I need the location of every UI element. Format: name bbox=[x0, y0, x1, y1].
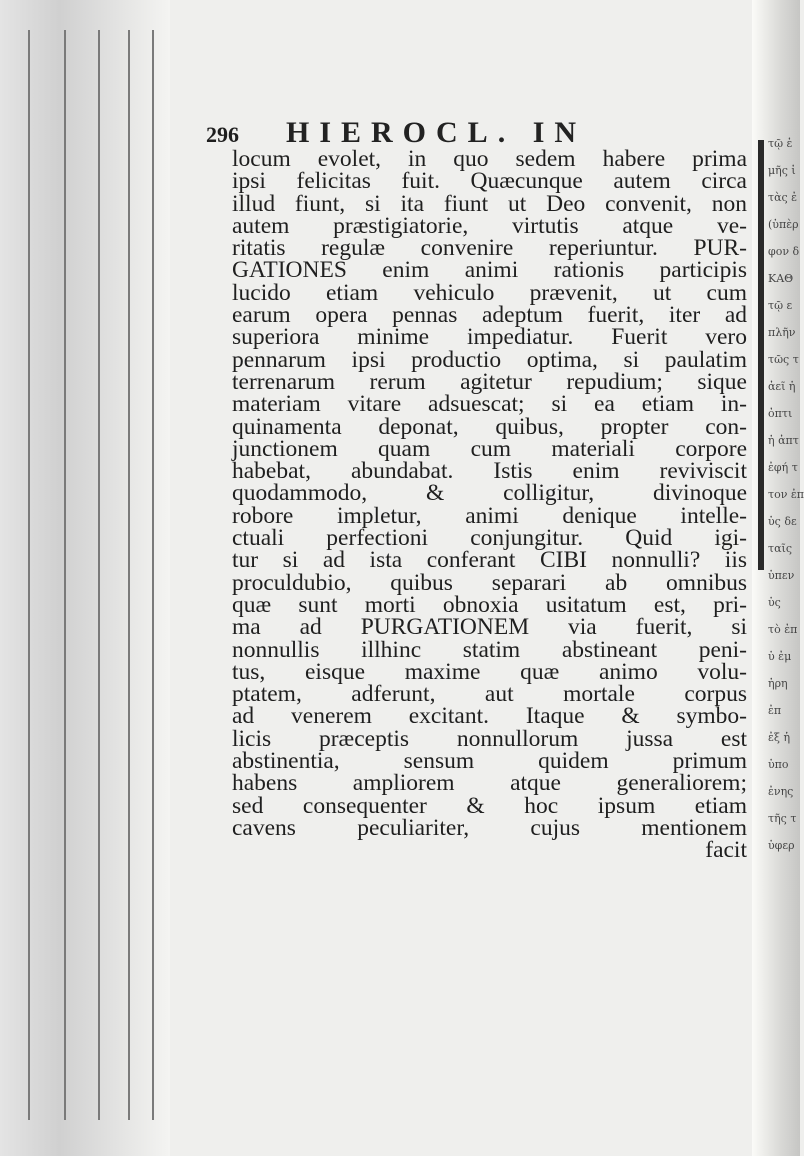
text-line: licis præceptis nonnullorum jussa est bbox=[232, 725, 747, 752]
facing-page-fragment: ὑπο bbox=[768, 758, 789, 771]
text-line: abstinentia, sensum quidem primum bbox=[232, 748, 747, 775]
text-line: illud fiunt, si ita fiunt ut Deo convenit, non bbox=[232, 190, 747, 217]
facing-page-fragment: τῷ ἑ bbox=[768, 137, 793, 150]
facing-page-fragment: ὑφερ bbox=[768, 839, 795, 852]
gutter-rule bbox=[64, 30, 66, 1120]
text-line: ctuali perfectioni conjungitur. Quid igi- bbox=[232, 525, 747, 552]
facing-page-fragment: ταῖς bbox=[768, 542, 792, 555]
facing-page-fragment: ΚΑΘ bbox=[768, 272, 794, 285]
facing-page-fragment: ὑπεν bbox=[768, 569, 795, 582]
text-line: ptatem, adferunt, aut mortale corpus bbox=[232, 681, 747, 708]
facing-page-fragment: τον ἐπ bbox=[768, 488, 804, 501]
text-line: facit bbox=[705, 837, 747, 864]
text-line: locum evolet, in quo sedem habere prima bbox=[232, 146, 747, 172]
text-line: robore impletur, animi denique intelle- bbox=[232, 502, 747, 529]
text-line: ad venerem excitant. Itaque & symbo- bbox=[232, 703, 747, 730]
text-line: quæ sunt morti obnoxia usitatum est, pri- bbox=[232, 591, 747, 618]
text-line: superiora minime impediatur. Fuerit vero bbox=[232, 324, 747, 351]
text-line: ipsi felicitas fuit. Quæcunque autem circa bbox=[232, 168, 747, 195]
facing-page-fragment: τὰς ἐ bbox=[768, 191, 798, 204]
facing-page-fragment: τῶς τ bbox=[768, 353, 799, 366]
page-edge-shadow bbox=[758, 140, 764, 570]
text-line: lucido etiam vehiculo prævenit, ut cum bbox=[232, 279, 747, 306]
text-line: autem præstigiatorie, virtutis atque ve- bbox=[232, 212, 747, 239]
text-line: proculdubio, quibus separari ab omnibus bbox=[232, 569, 747, 596]
text-line: pennarum ipsi productio optima, si paulatim bbox=[232, 346, 747, 373]
text-line: sed consequenter & hoc ipsum etiam bbox=[232, 792, 747, 819]
facing-page-fragment: ὑς bbox=[768, 596, 781, 609]
text-line: nonnullis illhinc statim abstineant peni- bbox=[232, 636, 747, 663]
text-line: quodammodo, & colligitur, divinoque bbox=[232, 480, 747, 507]
facing-page-fragment: φον δ bbox=[768, 245, 800, 258]
facing-page-fragment: πλῆν bbox=[768, 326, 796, 339]
running-head: HIEROCL. IN bbox=[286, 116, 587, 149]
facing-page-fragment: τῷ ε bbox=[768, 299, 793, 312]
facing-page-fragment: τῆς τ bbox=[768, 812, 797, 825]
facing-page-fragment: τὸ ἐπ bbox=[768, 623, 798, 636]
gutter-rule bbox=[128, 30, 130, 1120]
text-line: materiam vitare adsuescat; si ea etiam in- bbox=[232, 391, 747, 418]
text-line: ritatis regulæ convenire reperiuntur. PUR- bbox=[232, 235, 747, 262]
text-line: earum opera pennas adeptum fuerit, iter ad bbox=[232, 302, 747, 329]
left-binding-gutter bbox=[0, 0, 170, 1156]
text-line: GATIONES enim animi rationis participis bbox=[232, 257, 747, 284]
text-line: habens ampliorem atque generaliorem; bbox=[232, 770, 747, 797]
facing-page-fragment: ὑ ἐμ bbox=[768, 650, 792, 663]
facing-page-fragment: (ὑπὲρ bbox=[768, 218, 799, 231]
facing-page-fragment: ἡ ἀπτ bbox=[768, 434, 799, 447]
facing-page-fragment: ἐφή τ bbox=[768, 461, 798, 474]
text-line: ma ad PURGATIONEM via fuerit, si bbox=[232, 614, 747, 641]
text-line: quinamenta deponat, quibus, propter con- bbox=[232, 413, 747, 440]
facing-page-fragment: ἐπ bbox=[768, 704, 782, 717]
facing-page-fragment: ἐξ ἡ bbox=[768, 731, 791, 744]
page-number: 296 bbox=[206, 122, 239, 147]
gutter-rule bbox=[28, 30, 30, 1120]
facing-page-fragment: μῆς ἱ bbox=[768, 164, 796, 177]
facing-page-fragments bbox=[768, 130, 804, 859]
text-line: junctionem quam cum materiali corpore bbox=[232, 435, 747, 462]
text-line: habebat, abundabat. Istis enim reviviscit bbox=[232, 458, 747, 485]
facing-page-fragment: ἡρη bbox=[768, 677, 788, 690]
facing-page-fragment: ἐνης bbox=[768, 785, 794, 798]
text-line: tur si ad ista conferant CIBI nonnulli? iis bbox=[232, 547, 747, 574]
text-line: cavens peculiariter, cujus mentionem bbox=[232, 814, 747, 841]
text-line: terrenarum rerum agitetur repudium; sique bbox=[232, 368, 747, 395]
facing-page-fragment: ὑς δε bbox=[768, 515, 797, 528]
gutter-rule bbox=[98, 30, 100, 1120]
facing-page-fragment: ὀπτι bbox=[768, 407, 793, 420]
body-text bbox=[232, 148, 747, 862]
text-line: tus, eisque maxime quæ animo volu- bbox=[232, 658, 747, 685]
facing-page-fragment: ἀεῖ ἡ bbox=[768, 380, 796, 393]
gutter-rule bbox=[152, 30, 154, 1120]
